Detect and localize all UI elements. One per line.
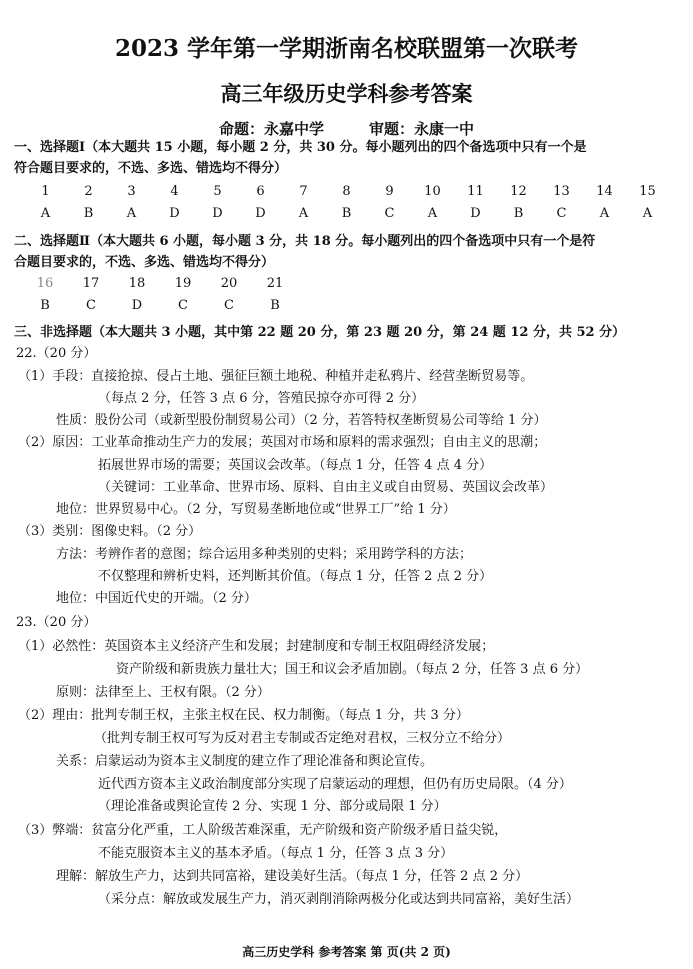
answer-line: （理论准备或舆论宣传 2 分、实现 1 分、部分或局限 1 分） <box>98 799 447 814</box>
answer-line: （3）弊端：贫富分化严重，工人阶级苦难深重，无产阶级和资产阶级矛盾日益尖锐， <box>18 823 508 838</box>
q-answer: C <box>178 298 188 313</box>
answer-line: 性质：股份公司（或新型股份制贸易公司）（2 分，若答特权垄断贸易公司等给 1 分） <box>56 413 547 428</box>
q-answer: A <box>126 206 137 221</box>
section1-heading-cont: 符合题目要求的，不选、多选、错选均不得分） <box>14 161 288 176</box>
answer-line: 拓展世界市场的需要；英国议会改革。（每点 1 分，任答 4 点 4 分） <box>98 458 493 473</box>
q-number: 14 <box>596 184 613 199</box>
q-number: 12 <box>510 184 527 199</box>
answer-line: 地位：中国近代史的开端。（2 分） <box>56 591 257 606</box>
document-subtitle: 高三年级历史学科参考答案 <box>220 81 473 106</box>
q-answer: C <box>556 206 567 221</box>
q-number: 16 <box>36 276 54 291</box>
q-number: 8 <box>342 184 351 199</box>
q-answer: D <box>169 206 180 221</box>
q-number: 11 <box>467 184 484 199</box>
q-answer: D <box>131 298 143 313</box>
section1-heading: 一、选择题Ⅰ（本大题共 15 小题，每小题 2 分，共 30 分。每小题列出的四个备选项中只有一个是 <box>14 140 587 155</box>
answer-line: 22.（20 分） <box>16 346 97 361</box>
answer-line: 近代西方资本主义政治制度部分实现了启蒙运动的理想，但仍有历史局限。（4 分） <box>98 777 572 792</box>
answer-line: 资产阶级和新贵族力量壮大；国王和议会矛盾加剧。（每点 2 分，任答 3 点 6 分） <box>116 662 589 677</box>
page-footer: 高三历史学科 参考答案 第 页(共 2 页) <box>242 945 451 959</box>
answer-line: （关键词：工业革命、世界市场、原料、自由主义或自由贸易、英国议会改革） <box>98 480 554 495</box>
q-number: 20 <box>220 276 238 291</box>
answer-line: （2）原因：工业革命推动生产力的发展；英国对市场和原料的需求强烈；自由主义的思潮； <box>18 435 547 450</box>
q-answer: B <box>40 298 50 313</box>
q-number: 15 <box>639 184 656 199</box>
document-title: 2023 学年第一学期浙南名校联盟第一次联考 <box>114 35 579 62</box>
q-number: 4 <box>170 184 179 199</box>
q-answer: A <box>642 206 653 221</box>
section2-number-row <box>22 276 298 291</box>
answer-line: 23.（20 分） <box>16 615 97 630</box>
q-answer: B <box>513 206 524 221</box>
q-number: 13 <box>553 184 570 199</box>
section3-heading: 三、非选择题（本大题共 3 小题，其中第 22 题 20 分，第 23 题 20 分，第 24 题 12 分，共 52 分） <box>14 325 626 340</box>
q-number: 7 <box>299 184 308 199</box>
section2-answer-row <box>22 298 298 313</box>
answer-line: 不能克服资本主义的基本矛盾。（每点 1 分，任答 3 点 3 分） <box>98 846 454 861</box>
q-answer: A <box>40 206 51 221</box>
answer-line: 关系：启蒙运动为资本主义制度的建立作了理论准备和舆论宣传。 <box>56 754 434 769</box>
q-answer: B <box>270 298 280 313</box>
q-number: 17 <box>82 276 100 291</box>
section2-heading-cont: 合题目要求的，不选、多选、错选均不得分） <box>14 255 275 270</box>
answer-line: 方法：考辨作者的意图；综合运用多种类别的史料；采用跨学科的方法； <box>56 547 473 562</box>
answer-line: 原则：法律至上、王权有限。（2 分） <box>56 685 270 700</box>
section1-answer-row <box>24 206 669 221</box>
q-number: 10 <box>424 184 441 199</box>
q-number: 18 <box>128 276 146 291</box>
section2-heading: 二、选择题Ⅱ（本大题共 6 小题，每小题 3 分，共 18 分。每小题列出的四个备选项中只有一个是符 <box>14 234 596 249</box>
q-answer: D <box>255 206 266 221</box>
q-number: 9 <box>385 184 394 199</box>
q-answer: A <box>599 206 610 221</box>
answer-line: （每点 2 分，任答 3 点 6 分，答殖民掠夺亦可得 2 分） <box>98 391 425 406</box>
answer-line: （2）理由：批判专制王权，主张主权在民、权力制衡。（每点 1 分，共 3 分） <box>18 708 469 723</box>
q-number: 2 <box>84 184 93 199</box>
q-number: 19 <box>174 276 192 291</box>
answer-line: 理解：解放生产力，达到共同富裕，建设美好生活。（每点 1 分，任答 2 点 2 分） <box>56 869 529 884</box>
answer-line: （采分点：解放或发展生产力，消灭剥削消除两极分化或达到共同富裕，美好生活） <box>98 892 580 907</box>
answer-line: 地位：世界贸易中心。（2 分，写贸易垄断地位或“世界工厂”给 1 分） <box>56 502 456 517</box>
q-answer: D <box>470 206 481 221</box>
answer-line: （批判专制王权可写为反对君主专制或否定绝对君权，三权分立不给分） <box>94 731 511 746</box>
answer-line: （3）类别：图像史料。（2 分） <box>18 524 202 539</box>
q-number: 21 <box>266 276 284 291</box>
q-number: 5 <box>213 184 222 199</box>
answer-line: （1）手段：直接抢掠、侵占土地、强征巨额土地税、种植并走私鸦片、经营垄断贸易等。 <box>18 369 534 384</box>
q-number: 3 <box>127 184 136 199</box>
q-answer: A <box>298 206 309 221</box>
authors-line: 命题：永嘉中学 审题：永康一中 <box>218 120 474 138</box>
q-answer: B <box>341 206 352 221</box>
q-answer: B <box>83 206 94 221</box>
q-answer: C <box>384 206 395 221</box>
q-answer: C <box>86 298 96 313</box>
q-answer: A <box>427 206 438 221</box>
q-number: 6 <box>256 184 265 199</box>
q-answer: C <box>224 298 234 313</box>
q-number: 1 <box>41 184 50 199</box>
answer-line: 不仅整理和辨析史料，还判断其价值。（每点 1 分，任答 2 点 2 分） <box>98 569 493 584</box>
q-answer: D <box>212 206 223 221</box>
answer-line: （1）必然性：英国资本主义经济产生和发展；封建制度和专制王权阻碍经济发展； <box>18 639 495 654</box>
section1-number-row <box>24 184 669 199</box>
